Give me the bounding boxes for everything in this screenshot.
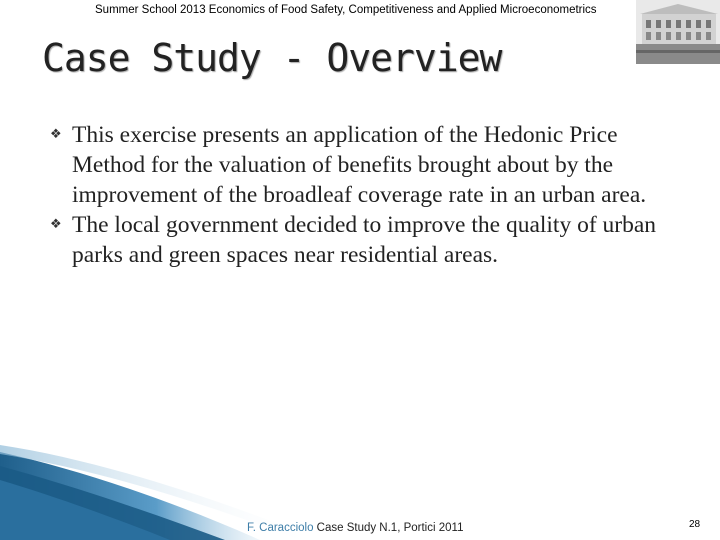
- footer-citation-text: Case Study N.1, Portici 2011: [313, 522, 464, 534]
- bullet-list: [50, 120, 690, 270]
- bullet-icon: ❖: [50, 217, 62, 232]
- footer-citation: [247, 522, 463, 534]
- bullet-icon: ❖: [50, 127, 62, 142]
- header-text: Summer School 2013 Economics of Food Safety, Competitiveness and Applied Microeconometrics: [95, 4, 597, 16]
- bullet-item: [50, 120, 690, 210]
- slide-title: Case Study - Overview: [42, 36, 502, 80]
- footer-author: F. Caracciolo: [247, 522, 314, 534]
- building-photo-icon: [636, 0, 720, 64]
- bullet-text: This exercise presents an application of the Hedonic Price Method for the valuation of benefits brought about by the improvement of the broadleaf coverage rate in an urban area.: [72, 122, 647, 208]
- bullet-text: The local government decided to improve the quality of urban parks and green spaces near residential areas.: [72, 212, 657, 268]
- page-number: 28: [689, 519, 701, 530]
- bullet-item: [50, 210, 690, 270]
